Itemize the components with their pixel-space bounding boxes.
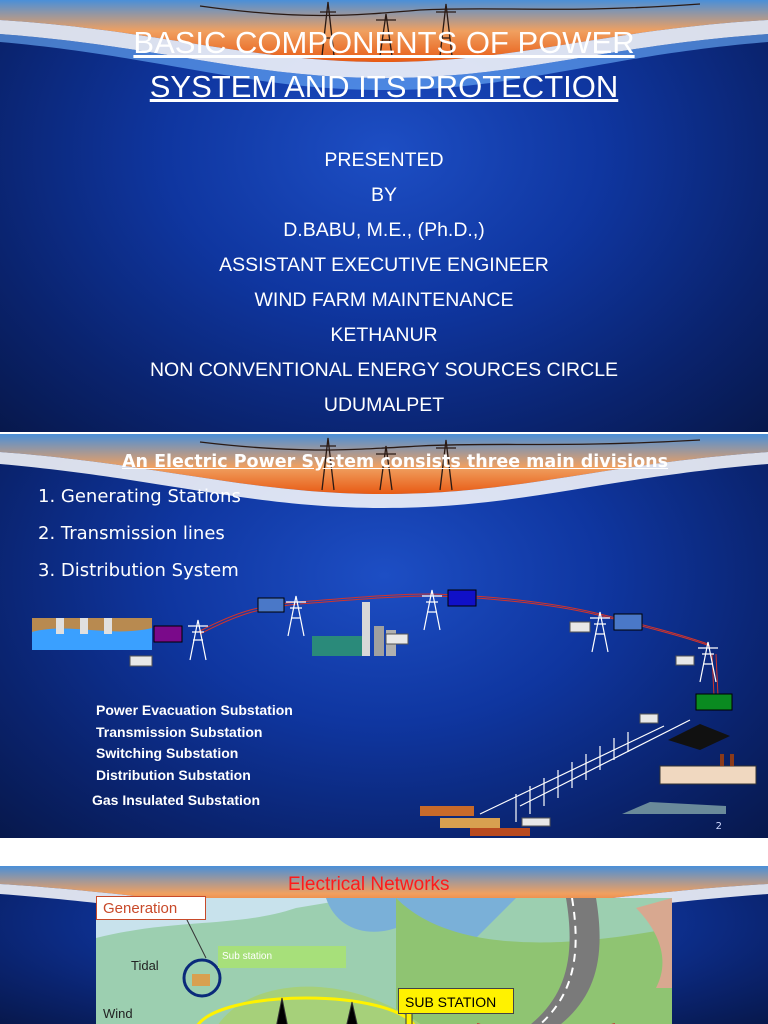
presenter-line: WIND FARM MAINTENANCE	[254, 289, 514, 311]
power-line-banner	[0, 0, 768, 130]
presenter-line: D.BABU, M.E., (Ph.D.,)	[283, 219, 485, 241]
tower-icon	[188, 620, 208, 660]
thermal-plant-icon	[312, 602, 396, 656]
tidal-label: Tidal	[131, 958, 159, 973]
networks-slide	[0, 866, 768, 1024]
slide-separator	[0, 838, 768, 866]
substation-label-large: SUB STATION	[398, 988, 514, 1014]
presenter-line: BY	[370, 184, 397, 206]
substation-box	[448, 590, 476, 606]
page-number: 2	[715, 821, 722, 832]
presenter-line: KETHANUR	[330, 324, 438, 346]
list-item: Distribution Substation	[96, 766, 251, 783]
slide-title: Electrical Networks	[288, 874, 450, 895]
title-slide	[0, 0, 768, 432]
presenter-line: UDUMALPET	[323, 394, 445, 416]
substation-box	[258, 598, 284, 612]
substation-box	[696, 694, 732, 710]
list-item: Gas Insulated Substation	[92, 792, 261, 808]
list-item: 3. Distribution System	[38, 560, 239, 581]
substation-box	[614, 614, 642, 630]
tower-icon	[422, 590, 442, 630]
division-label: Transmission lines	[60, 523, 225, 544]
hydro-dam-icon	[32, 618, 152, 650]
slide-heading: An Electric Power System consists three main divisions	[121, 452, 669, 472]
slide-title-line-1: BASIC COMPONENTS OF POWER	[133, 25, 635, 60]
presenter-line: NON CONVENTIONAL ENERGY SOURCES CIRCLE	[149, 359, 619, 381]
list-item: Switching Substation	[96, 745, 239, 761]
factory-icon	[660, 754, 756, 784]
presenter-line: PRESENTED	[324, 149, 444, 171]
slide-title-line-2: SYSTEM AND ITS PROTECTION	[149, 69, 619, 104]
substation-list	[92, 702, 293, 814]
tower-icon	[590, 612, 610, 652]
list-item: 1. Generating Stations	[38, 486, 241, 507]
list-item: Transmission Substation	[96, 723, 263, 740]
power-system-slide	[0, 434, 768, 838]
generation-label: Generation	[96, 896, 206, 920]
warehouse-icon	[622, 802, 726, 814]
division-label: Generating Stations	[60, 486, 241, 507]
substation-label-small: Sub station	[218, 946, 346, 968]
presenter-line: ASSISTANT EXECUTIVE ENGINEER	[219, 254, 549, 276]
list-item: 2. Transmission lines	[38, 523, 225, 544]
wind-label: Wind	[103, 1006, 133, 1021]
tower-icon	[698, 642, 718, 682]
substation-box	[154, 626, 182, 642]
tower-icon	[286, 596, 306, 636]
division-label: Distribution System	[60, 560, 239, 581]
list-item: Power Evacuation Substation	[96, 702, 293, 718]
